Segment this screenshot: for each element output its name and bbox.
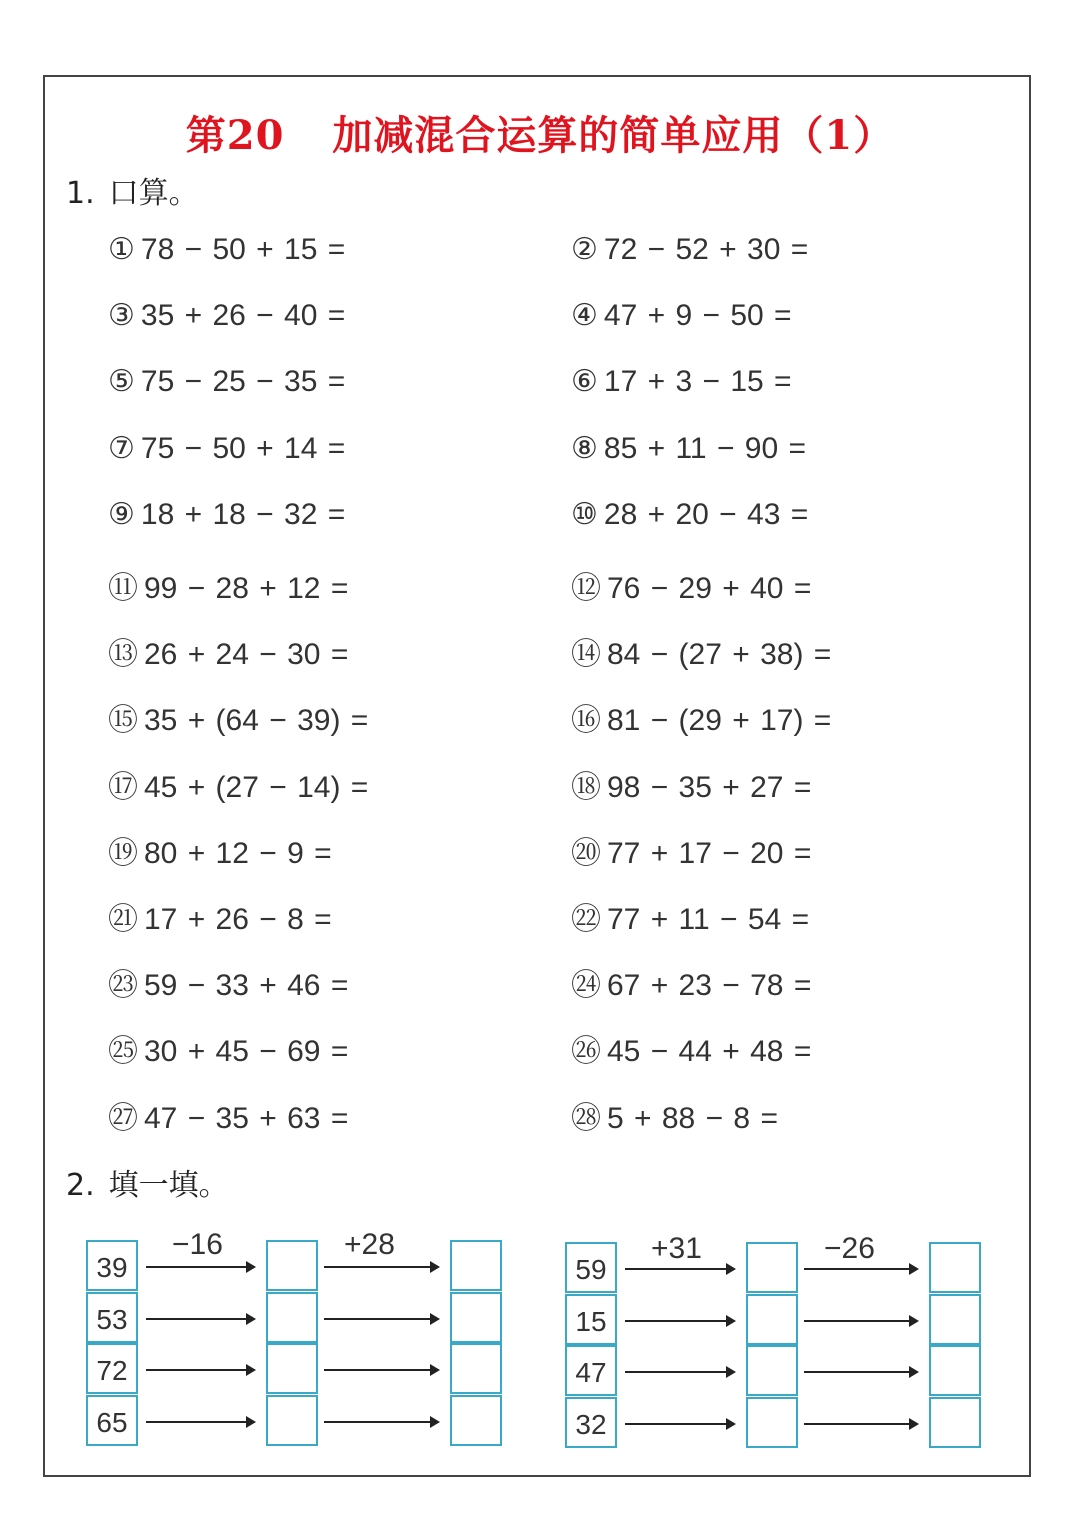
problem-5 [108,364,345,399]
section-2-heading: 2. 填一填。 [66,1168,229,1203]
problem-expression: 45 − 44 + 48 = [607,1035,812,1069]
operation-label-1: −16 [172,1228,223,1261]
problem-expression: 35 + (64 − 39) = [144,704,369,738]
problem-6 [571,364,792,399]
problem-expression: 77 + 11 − 54 = [607,903,810,936]
problem-expression: 18 + 18 − 32 = [140,497,346,531]
lesson-number: 第20 [185,112,285,159]
problem-expression: 47 + 9 − 50 = [603,299,792,333]
problem-number-marker: ⑫ [571,571,601,606]
problem-number-marker: ⑯ [571,703,601,739]
problem-number-marker: ⑳ [571,835,601,871]
problem-expression: 30 + 45 − 69 = [144,1035,349,1069]
problem-1 [108,232,345,267]
answer-box-step-1[interactable] [266,1343,318,1394]
answer-box-step-2[interactable] [450,1343,502,1394]
answer-box-step-2[interactable] [450,1240,502,1291]
operation-label-2: −26 [824,1232,875,1265]
arrow-icon [625,1371,734,1373]
start-number-cell: 15 [565,1294,617,1345]
problem-number-marker: ㉗ [108,1100,138,1136]
problem-expression: 75 − 25 − 35 = [140,365,346,399]
problem-expression: 5 + 88 − 8 = [607,1101,778,1135]
start-number-cell: 53 [86,1292,138,1343]
answer-box-step-1[interactable] [746,1345,798,1396]
answer-box-step-2[interactable] [450,1292,502,1343]
operation-label-1: +31 [651,1232,702,1265]
answer-box-step-1[interactable] [746,1294,798,1345]
problem-number-marker: ㉘ [571,1100,601,1136]
problem-number-marker: ㉔ [571,968,601,1004]
problem-7 [108,431,345,466]
arrow-icon [804,1423,917,1425]
problem-expression: 98 − 35 + 27 = [607,770,812,804]
problem-expression: 78 − 50 + 15 = [140,233,346,266]
section-1-heading: 1. 口算。 [66,176,199,211]
problem-expression: 99 − 28 + 12 = [144,572,349,605]
problem-number-marker: ⑨ [108,496,135,532]
problem-11 [108,563,348,607]
problem-expression: 28 + 20 − 43 = [603,497,809,531]
problem-4 [571,298,792,333]
problem-23 [108,960,348,1004]
start-number-cell: 72 [86,1343,138,1394]
problem-expression: 75 − 50 + 14 = [140,431,346,465]
start-number-cell: 65 [86,1395,138,1446]
problem-expression: 45 + (27 − 14) = [144,770,369,804]
problem-expression: 35 + 26 − 40 = [140,299,346,333]
problem-number-marker: ④ [571,298,598,334]
arrow-icon [146,1421,254,1423]
start-number-cell: 47 [565,1345,617,1396]
problem-13 [108,629,348,673]
problem-expression: 76 − 29 + 40 = [607,572,812,605]
problem-17 [108,762,368,806]
arrow-icon [804,1371,917,1373]
problem-number-marker: ⑭ [571,637,601,673]
problem-24 [571,960,811,1004]
problem-8 [571,431,806,466]
problem-number-marker: ⑬ [108,637,138,673]
problem-19 [108,828,332,872]
arrow-icon [625,1423,734,1425]
page-title [0,104,1080,161]
problem-expression: 17 + 3 − 15 = [603,365,792,399]
problem-10 [571,497,808,532]
problem-expression: 26 + 24 − 30 = [144,638,349,672]
arrow-icon [804,1268,917,1270]
problem-expression: 72 − 52 + 30 = [603,233,809,266]
problem-expression: 67 + 23 − 78 = [607,969,812,1003]
arrow-icon [324,1266,438,1268]
lesson-title: 加减混合运算的简单应用（1） [332,112,895,159]
problem-expression: 77 + 17 − 20 = [607,836,812,870]
answer-box-step-1[interactable] [266,1292,318,1343]
problem-number-marker: ⑦ [108,430,135,466]
problem-21 [108,894,332,938]
answer-box-step-1[interactable] [746,1397,798,1448]
answer-box-step-1[interactable] [746,1242,798,1293]
problem-expression: 81 − (29 + 17) = [607,704,832,738]
problem-20 [571,828,811,872]
problem-number-marker: ㉖ [571,1034,601,1070]
problem-number-marker: ⑲ [108,835,138,871]
answer-box-step-2[interactable] [929,1397,981,1448]
problem-number-marker: ② [571,232,598,267]
problem-number-marker: ⑥ [571,364,598,400]
arrow-icon [146,1369,254,1371]
arrow-icon [324,1318,438,1320]
problem-25 [108,1026,348,1070]
problem-3 [108,298,345,333]
problem-number-marker: ⑰ [108,769,138,805]
arrow-icon [324,1369,438,1371]
problem-22 [571,894,809,938]
problem-expression: 59 − 33 + 46 = [144,969,349,1003]
problem-18 [571,762,811,806]
start-number-cell: 39 [86,1240,138,1291]
answer-box-step-2[interactable] [929,1242,981,1293]
problem-expression: 85 + 11 − 90 = [603,431,807,465]
answer-box-step-2[interactable] [450,1395,502,1446]
problem-16 [571,695,831,739]
answer-box-step-2[interactable] [929,1345,981,1396]
answer-box-step-1[interactable] [266,1395,318,1446]
arrow-icon [324,1421,438,1423]
problem-2 [571,232,808,267]
arrow-icon [804,1320,917,1322]
problem-27 [108,1093,348,1137]
problem-number-marker: ㉒ [571,902,601,937]
problem-14 [571,629,831,673]
problem-15 [108,695,368,739]
problem-9 [108,497,345,532]
answer-box-step-2[interactable] [929,1294,981,1345]
arrow-icon [146,1266,254,1268]
problem-number-marker: ⑤ [108,364,135,400]
problem-number-marker: ㉑ [108,902,138,937]
problem-number-marker: ③ [108,298,135,334]
operation-label-2: +28 [344,1228,395,1261]
problem-28 [571,1093,778,1137]
arrow-icon [625,1320,734,1322]
problem-number-marker: ① [108,232,135,267]
arrow-icon [146,1318,254,1320]
problem-number-marker: ⑧ [571,430,598,466]
problem-26 [571,1026,811,1070]
start-number-cell: 59 [565,1242,617,1293]
answer-box-step-1[interactable] [266,1240,318,1291]
problem-number-marker: ㉕ [108,1034,138,1070]
problem-expression: 47 − 35 + 63 = [144,1101,349,1135]
problem-number-marker: ㉓ [108,968,138,1004]
problem-12 [571,563,811,607]
problem-number-marker: ⑱ [571,769,601,805]
problem-number-marker: ⑪ [108,571,138,606]
problem-number-marker: ⑮ [108,703,138,739]
arrow-icon [625,1268,734,1270]
problem-expression: 84 − (27 + 38) = [607,638,832,672]
start-number-cell: 32 [565,1397,617,1448]
problem-expression: 80 + 12 − 9 = [144,836,332,870]
problem-number-marker: ⑩ [571,496,598,532]
problem-expression: 17 + 26 − 8 = [144,903,332,936]
